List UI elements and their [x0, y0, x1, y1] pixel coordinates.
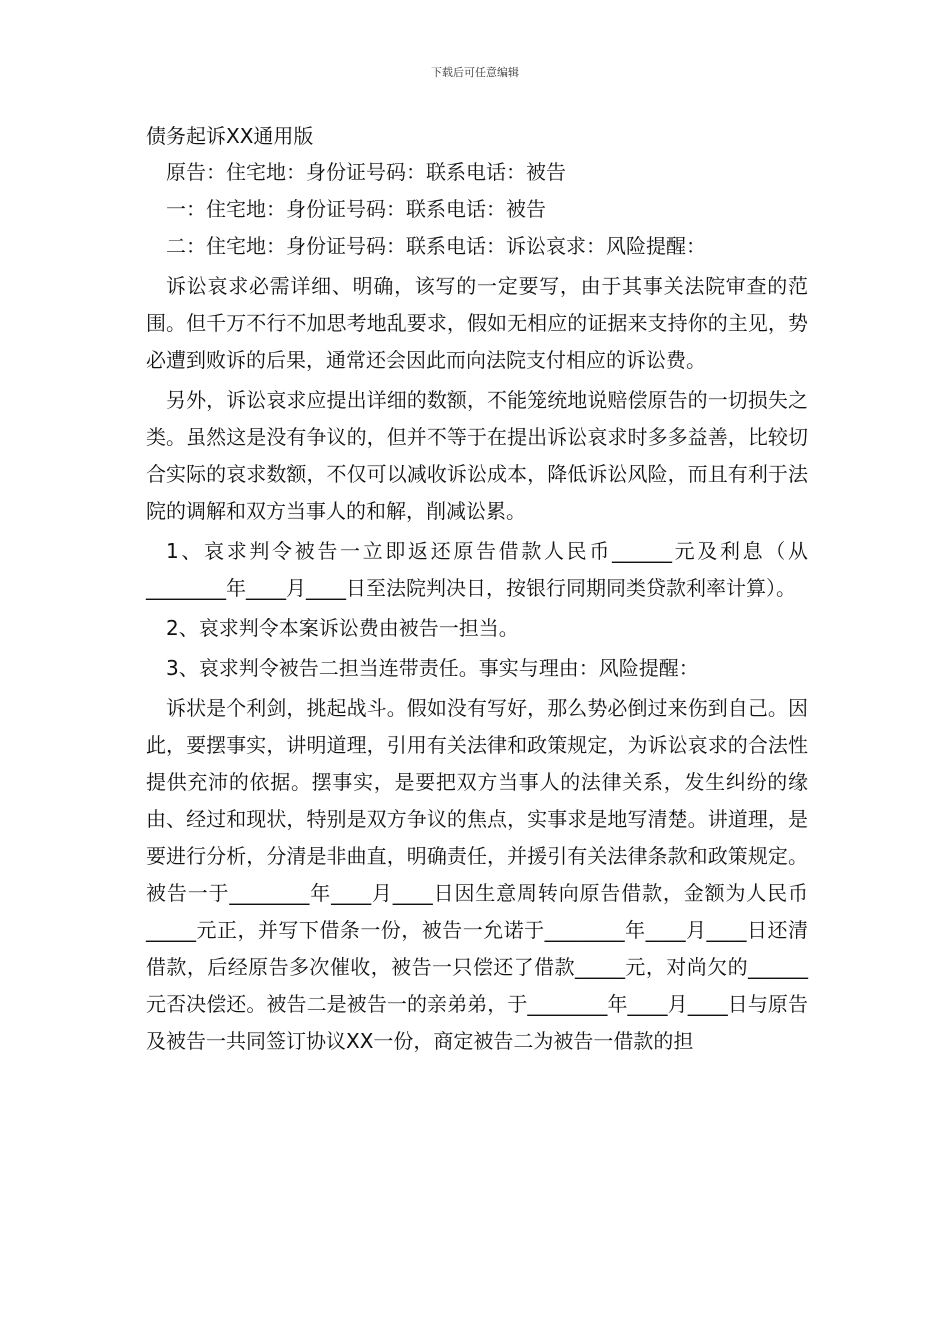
claim-item-1: 1、哀求判令被告一立即返还原告借款人民币______元及利息（从________年____月____日至法院判决日，按银行同期同类贷款利率计算）。	[146, 539, 808, 600]
party-line-plaintiff: 原告：住宅地：身份证号码：联系电话：被告	[166, 160, 566, 184]
paragraph-claims-risk: 诉讼哀求必需详细、明确，该写的一定要写，由于其事关法院审查的范围。但千万不行不加思考地乱要求，假如无相应的证据来支持你的主见，势必遭到败诉的后果，通常还会因此而向法院支付相应的诉讼费。	[146, 274, 808, 372]
party-line-defendant-2: 二：住宅地：身份证号码：联系电话：诉讼哀求：风险提醒：	[166, 234, 706, 258]
document-title: 债务起诉XX通用版	[146, 124, 314, 148]
header-note: 下载后可任意编辑	[431, 66, 519, 79]
paragraph-claims-amount: 另外，诉讼哀求应提出详细的数额，不能笼统地说赔偿原告的一切损失之类。虽然这是没有争议的，但并不等于在提出诉讼哀求时多多益善，比较切合实际的哀求数额，不仅可以减收诉讼成本，降低诉讼风险，而且有利于法院的调解和双方当事人的和解，削减讼累。	[146, 388, 808, 523]
document-body	[146, 118, 808, 1060]
party-line-defendant-1: 一：住宅地：身份证号码：联系电话：被告	[166, 197, 546, 221]
paragraph-facts-reasons: 诉状是个利剑，挑起战斗。假如没有写好，那么势必倒过来伤到自己。因此，要摆事实，讲明道理，引用有关法律和政策规定，为诉讼哀求的合法性提供充沛的依据。摆事实，是要把双方当事人的法律关系，发生纠纷的缘由、经过和现状，特别是双方争议的焦点，实事求是地写清楚。讲道理，是要进行分析，分清是非曲直，明确责任，并援引有关法律条款和政策规定。 被告一于________年____月____日因生意周转向原告借款，金额为人民币_____元正，并写下借条一份，被告一允诺于________年____月____日还清借款，后经原告多次催收，被告一只偿还了借款_____元，对尚欠的______元否决偿还。被告二是被告一的亲弟弟，于________年____月____日与原告及被告一共同签订协议XX一份，商定被告二为被告一借款的担	[146, 696, 808, 1053]
claim-item-2: 2、哀求判令本案诉讼费由被告一担当。	[166, 616, 519, 640]
claim-item-3: 3、哀求判令被告二担当连带责任。事实与理由：风险提醒：	[166, 656, 699, 680]
